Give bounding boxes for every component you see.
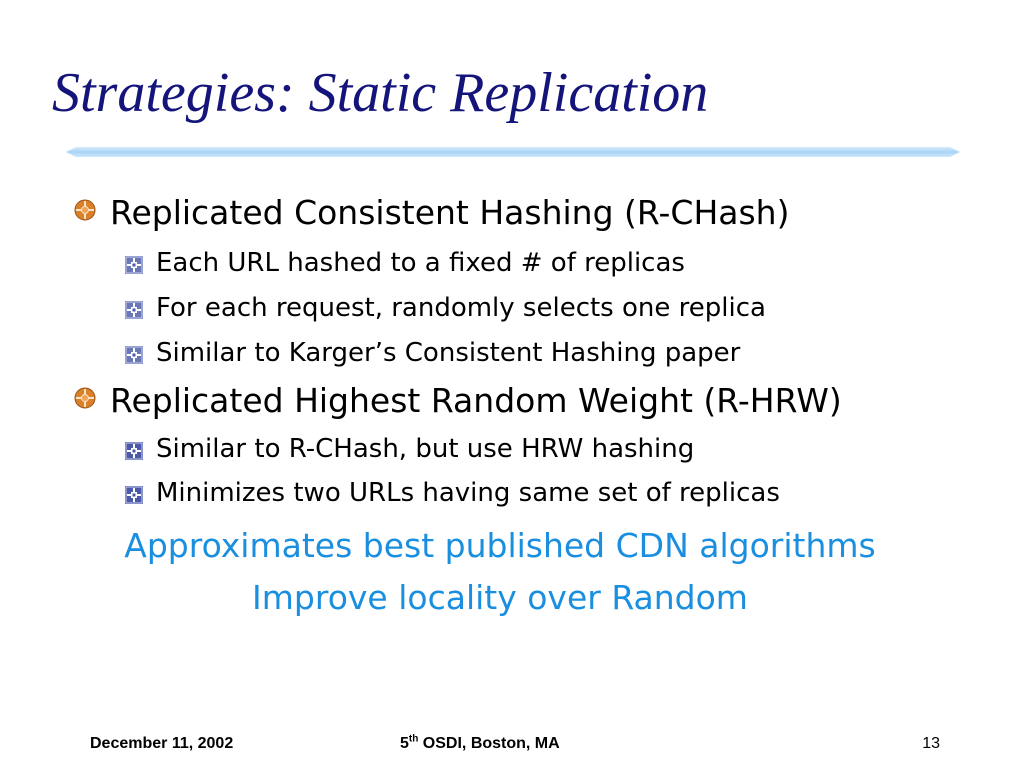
bullet-item: Replicated Highest Random Weight (R-HRW) [110,381,842,420]
bullet-item: Replicated Consistent Hashing (R-CHash) [110,193,790,232]
orange-gear-bullet-icon [73,386,97,410]
sub-bullet-item: Similar to R-CHash, but use HRW hashing [156,434,695,464]
footer-conference-suffix: th [408,733,419,745]
orange-gear-bullet-icon [73,198,97,222]
blue-square-bullet-icon [124,345,144,365]
highlight-line: Improve locality over Random [252,578,748,617]
slide-title: Strategies: Static Replication [52,62,709,124]
sub-bullet-item: Each URL hashed to a fixed # of replicas [156,248,685,278]
blue-square-bullet-icon [124,255,144,275]
blue-square-bullet-icon [124,300,144,320]
sub-bullet-item: For each request, randomly selects one replica [156,293,766,323]
footer-conference-name: OSDI, Boston, MA [418,735,560,752]
blue-square-bullet-icon [124,485,144,505]
blue-square-bullet-icon [124,441,144,461]
footer-conference [400,734,560,754]
page-number: 13 [922,735,940,752]
highlight-line: Approximates best published CDN algorithms [124,526,876,565]
sub-bullet-item: Minimizes two URLs having same set of replicas [156,478,780,508]
footer-date: December 11, 2002 [90,735,234,752]
sub-bullet-item: Similar to Karger’s Consistent Hashing paper [156,338,741,368]
footer-conference-ordinal: 5 [400,735,409,752]
